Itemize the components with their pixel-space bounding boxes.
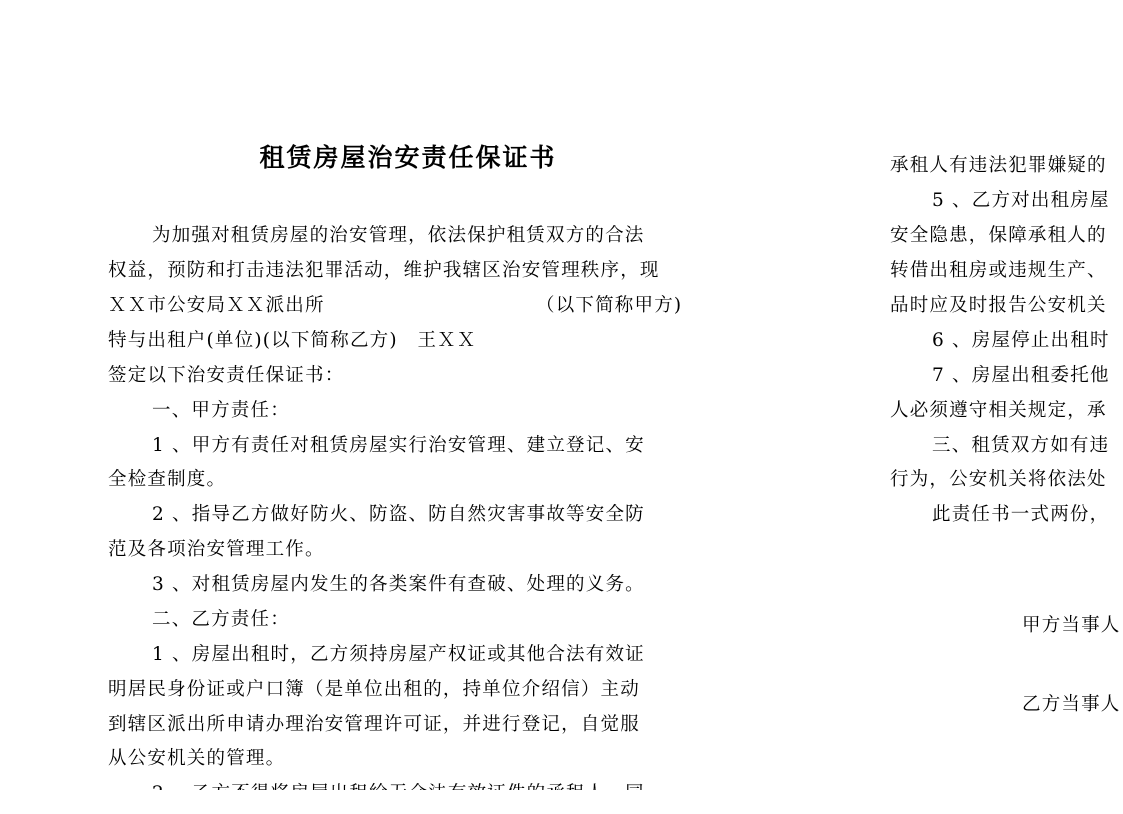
right-page <box>760 0 1123 814</box>
paragraph-line: 5 、乙方对出租房屋 <box>932 190 1110 211</box>
section-heading: 二、乙方责任： <box>152 609 290 630</box>
paragraph-line: 从公安机关的管理。 <box>108 748 286 769</box>
paragraph-line: 为加强对租赁房屋的治安管理，依法保护租赁双方的合法 <box>152 225 645 246</box>
paragraph-line: ＸＸ市公安局ＸＸ派出所 <box>108 295 325 316</box>
party-b-signature-label: 乙方当事人 <box>1022 694 1121 715</box>
paragraph-line: 权益，预防和打击违法犯罪活动，维护我辖区治安管理秩序，现 <box>108 260 660 281</box>
paragraph-line: 此责任书一式两份， <box>932 504 1110 525</box>
paragraph-line: 7 、房屋出租委托他 <box>932 365 1110 386</box>
paragraph-line: 人必须遵守相关规定，承 <box>890 400 1107 421</box>
paragraph-line: 品时应及时报告公安机关 <box>890 295 1107 316</box>
paragraph-line: 3 、对租赁房屋内发生的各类案件有查破、处理的义务。 <box>152 574 645 595</box>
paragraph-line: 行为，公安机关将依法处 <box>890 469 1107 490</box>
paragraph-line: 全检查制度。 <box>108 469 227 490</box>
paragraph-line: 6 、房屋停止出租时 <box>932 330 1110 351</box>
paragraph-line: 签定以下治安责任保证书： <box>108 365 345 386</box>
paragraph-line: 转借出租房或违规生产、 <box>890 260 1107 281</box>
paragraph-line: 承租人有违法犯罪嫌疑的 <box>890 155 1107 176</box>
paragraph-line: 明居民身份证或户口簿（是单位出租的，持单位介绍信）主动 <box>108 679 640 700</box>
paragraph-line: 范及各项治安管理工作。 <box>108 539 325 560</box>
paragraph-line: 特与出租户(单位)(以下简称乙方) 王ＸＸ <box>108 330 477 351</box>
party-a-signature-label: 甲方当事人 <box>1022 615 1121 636</box>
paragraph-line: 1 、甲方有责任对租赁房屋实行治安管理、建立登记、安 <box>152 435 645 456</box>
section-heading: 三、租赁双方如有违 <box>932 435 1110 456</box>
paragraph-line: 2 、指导乙方做好防火、防盗、防自然灾害事故等安全防 <box>152 504 645 525</box>
paragraph-line: 到辖区派出所申请办理治安管理许可证，并进行登记，自觉服 <box>108 714 640 735</box>
paragraph-line: 安全隐患，保障承租人的 <box>890 225 1107 246</box>
paragraph-line: （以下简称甲方) <box>536 295 683 316</box>
document-title: 租赁房屋治安责任保证书 <box>259 143 557 172</box>
page-cutoff <box>0 790 760 814</box>
section-heading: 一、甲方责任： <box>152 400 290 421</box>
paragraph-line: 1 、房屋出租时，乙方须持房屋产权证或其他合法有效证 <box>152 644 645 665</box>
